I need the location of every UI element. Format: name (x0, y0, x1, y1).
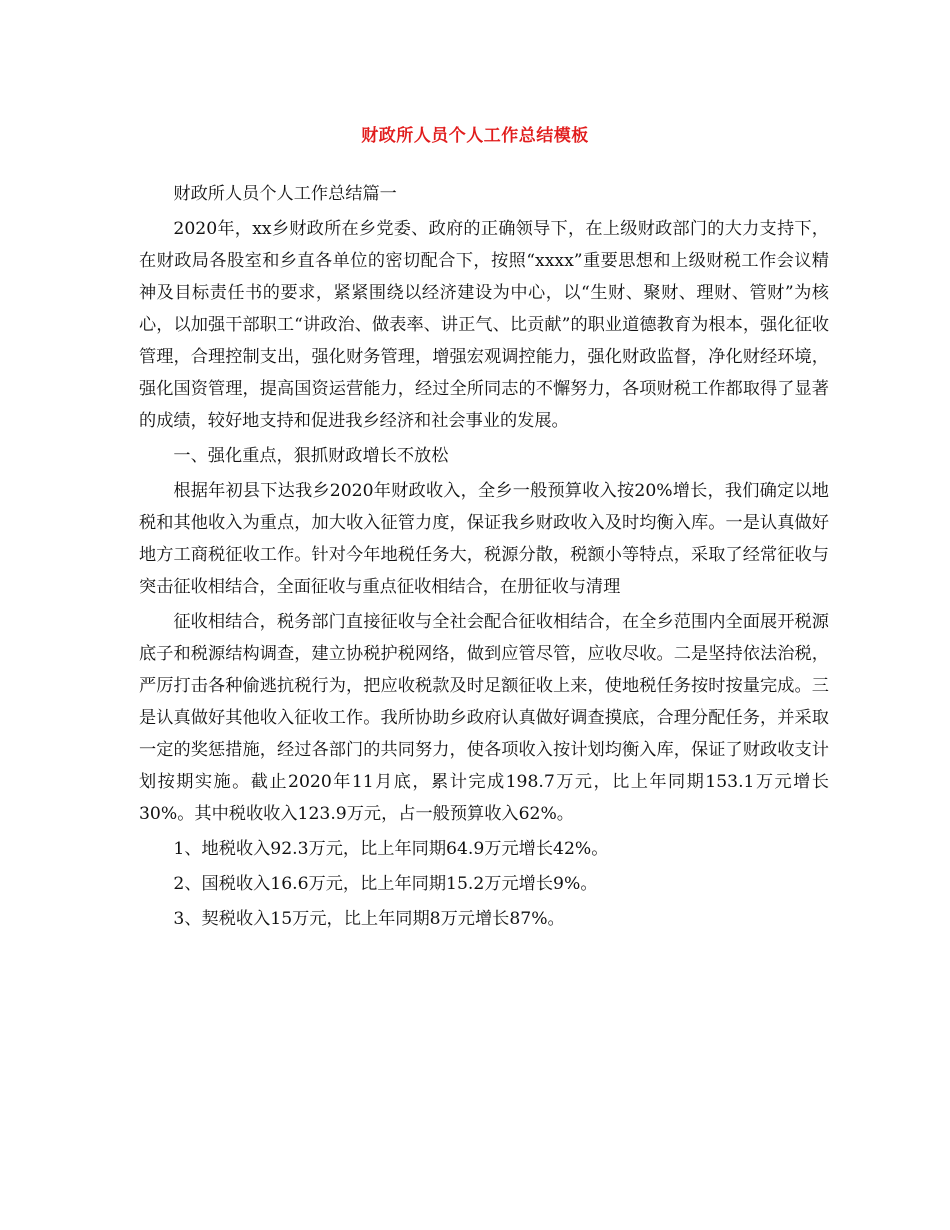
section-title-part-one: 财政所人员个人工作总结篇一 (173, 184, 397, 204)
list-item-national-tax: 2、国税收入16.6万元，比上年同期15.2万元增长9%。 (173, 874, 598, 894)
revenue-paragraph-1: 根据年初县下达我乡2020年财政收入，全乡一般预算收入按20%增长，我们确定以地税和其他收入为重点，加大收入征管力度，保证我乡财政收入及时均衡入库。一是认真做好地方工商税征收工作。针对今年地税任务大，税源分散，税额小等特点，采取了经常征收与突击征收相结合，全面征收与重点征收相结合，在册征收与清理 (139, 481, 829, 597)
document-title: 财政所人员个人工作总结模板 (361, 126, 589, 146)
list-item-deed-tax: 3、契税收入15万元，比上年同期8万元增长87%。 (173, 909, 565, 929)
intro-paragraph: 2020年，xx乡财政所在乡党委、政府的正确领导下，在上级财政部门的大力支持下，在财政局各股室和乡直各单位的密切配合下，按照“xxxx”重要思想和上级财税工作会议精神及目标责任书的要求，紧紧围绕以经济建设为中心，以“生财、聚财、理财、管财”为核心，以加强干部职工“讲政治、做表率、讲正气、比贡献”的职业道德教育为根本，强化征收管理，合理控制支出，强化财务管理，增强宏观调控能力，强化财政监督，净化财经环境，强化国资管理，提高国资运营能力，经过全所同志的不懈努力，各项财税工作都取得了显著的成绩，较好地支持和促进我乡经济和社会事业的发展。 (139, 219, 829, 431)
list-item-local-tax: 1、地税收入92.3万元，比上年同期64.9万元增长42%。 (173, 839, 609, 859)
revenue-paragraph-2: 征收相结合，税务部门直接征收与全社会配合征收相结合，在全乡范围内全面展开税源底子和税源结构调查，建立协税护税网络，做到应管尽管，应收尽收。二是坚持依法治税，严厉打击各种偷逃抗税行为，把应收税款及时足额征收上来，使地税任务按时按量完成。三是认真做好其他收入征收工作。我所协助乡政府认真做好调查摸底，合理分配任务，并采取一定的奖惩措施，经过各部门的共同努力，使各项收入按计划均衡入库，保证了财政收支计划按期实施。截止2020年11月底，累计完成198.7万元，比上年同期153.1万元增长30%。其中税收收入123.9万元，占一般预算收入62%。 (139, 612, 829, 824)
document-body (139, 178, 829, 938)
subsection-heading: 一、强化重点，狠抓财政增长不放松 (173, 446, 449, 466)
